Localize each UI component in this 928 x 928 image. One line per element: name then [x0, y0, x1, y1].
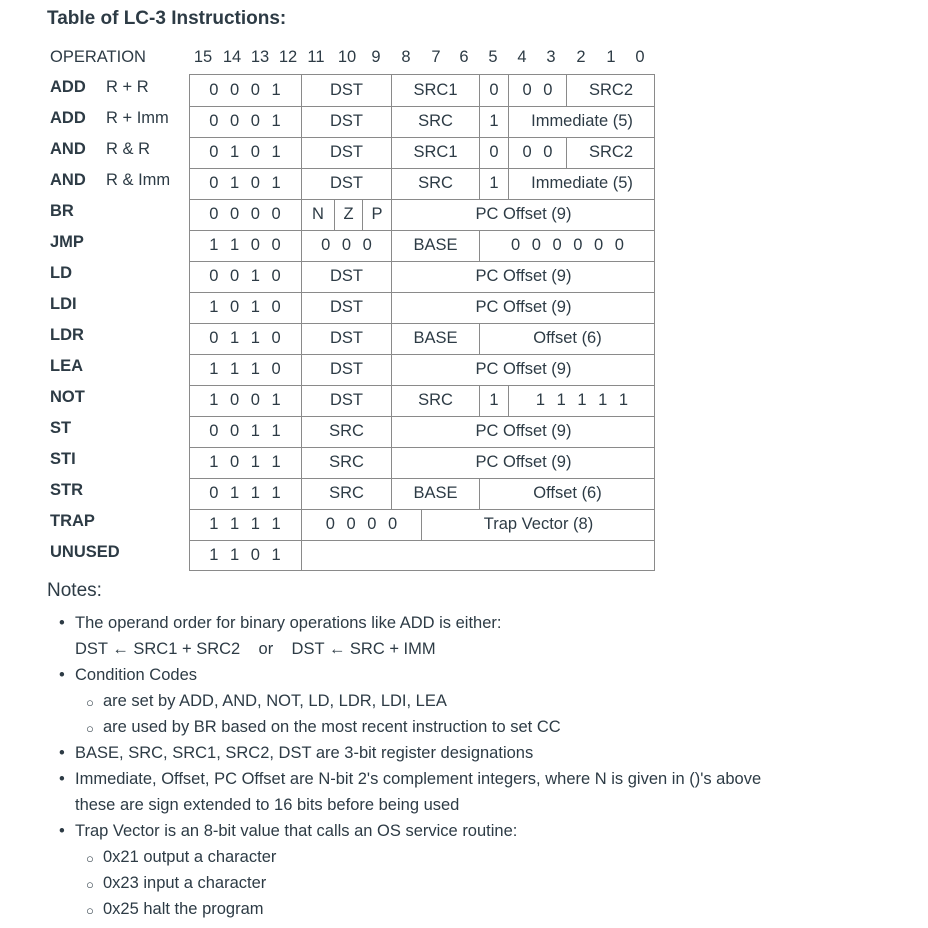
- note-immediate-line1: Immediate, Offset, PC Offset are N-bit 2's complement integers, where N is given in ()'s above: [75, 770, 762, 788]
- bit-number: 10: [337, 48, 357, 66]
- table-row: [190, 354, 654, 386]
- table-row: [190, 106, 654, 138]
- table-cell: DST: [301, 292, 391, 323]
- table-cell: Z: [334, 199, 362, 230]
- table-cell: 0 1 1 1: [209, 484, 281, 502]
- table-cell: 0: [479, 75, 508, 106]
- table-cell: DST: [301, 106, 391, 137]
- table-cell: 0 1 1 0: [209, 329, 281, 347]
- table-row: [190, 137, 654, 169]
- op-name: NOT: [50, 388, 85, 406]
- table-cell: 0 0 1 0: [209, 267, 281, 285]
- bit-number: 13: [250, 48, 270, 66]
- table-cell: 0 0 0 0 0 0: [479, 230, 655, 261]
- table-cell: Offset (6): [479, 323, 655, 354]
- bit-number: 11: [307, 48, 325, 66]
- table-cell: DST: [301, 261, 391, 292]
- table-cell: P: [362, 199, 391, 230]
- bullet-icon: •: [59, 744, 65, 762]
- op-name: STI: [50, 450, 76, 468]
- table-cell: SRC: [391, 168, 479, 199]
- table-cell: 0: [479, 137, 508, 168]
- note-cc-set: are set by ADD, AND, NOT, LD, LDR, LDI, LEA: [103, 692, 447, 710]
- op-name: AND: [50, 140, 86, 158]
- note-immediate-line2: these are sign extended to 16 bits before being used: [75, 796, 460, 814]
- table-row: [190, 323, 654, 355]
- table-row: [190, 292, 654, 324]
- table-cell: DST: [301, 385, 391, 416]
- table-cell: BASE: [391, 323, 479, 354]
- table-cell: DST: [301, 168, 391, 199]
- note-trap-item: 0x23 input a character: [103, 874, 267, 892]
- table-cell: 0 0 0 1: [209, 112, 281, 130]
- bullet-icon: •: [59, 666, 65, 684]
- op-name: LEA: [50, 357, 83, 375]
- table-cell: SRC: [391, 385, 479, 416]
- table-cell: PC Offset (9): [391, 447, 655, 478]
- bullet-icon: •: [59, 822, 65, 840]
- table-cell: [301, 540, 655, 571]
- table-cell: 1 0 1 1: [209, 453, 281, 471]
- note-operand-forms: DST ← SRC1 + SRC2 or DST ← SRC + IMM: [75, 640, 436, 658]
- table-cell: 0 0 0: [301, 230, 391, 261]
- circle-bullet-icon: ○: [86, 721, 94, 736]
- table-cell: PC Offset (9): [391, 416, 655, 447]
- table-cell: SRC: [301, 416, 391, 447]
- table-cell: 1: [479, 168, 508, 199]
- circle-bullet-icon: ○: [86, 851, 94, 866]
- table-cell: SRC: [301, 478, 391, 509]
- note-condition-codes: Condition Codes: [75, 666, 197, 684]
- table-cell: PC Offset (9): [391, 354, 655, 385]
- op-name: UNUSED: [50, 543, 120, 561]
- table-row: [190, 509, 654, 541]
- table-cell: Offset (6): [479, 478, 655, 509]
- table-cell: 1: [479, 385, 508, 416]
- table-cell: 1 1 1 1: [209, 515, 281, 533]
- table-cell: 1: [479, 106, 508, 137]
- operation-header: OPERATION: [50, 48, 146, 66]
- table-row: [190, 261, 654, 293]
- op-name: LDI: [50, 295, 77, 313]
- op-name: STR: [50, 481, 83, 499]
- instruction-table: [189, 74, 655, 571]
- table-cell: 1 1 0 0: [209, 236, 281, 254]
- op-name: ST: [50, 419, 72, 437]
- table-row: [190, 75, 654, 107]
- table-cell: BASE: [391, 230, 479, 261]
- bullet-icon: •: [59, 614, 65, 632]
- table-cell: 0 0 1 1: [209, 422, 281, 440]
- table-cell: 0 1 0 1: [209, 174, 281, 192]
- table-cell: SRC1: [391, 137, 479, 168]
- table-cell: SRC2: [566, 137, 655, 168]
- table-row: [190, 199, 654, 231]
- table-cell: 0 0 0 0: [301, 509, 421, 540]
- circle-bullet-icon: ○: [86, 877, 94, 892]
- op-name: ADD: [50, 109, 86, 127]
- table-cell: SRC2: [566, 75, 655, 106]
- table-cell: DST: [301, 75, 391, 106]
- table-cell: Trap Vector (8): [421, 509, 655, 540]
- table-row: [190, 168, 654, 200]
- table-cell: 0 0 0 1: [209, 81, 281, 99]
- table-row: [190, 447, 654, 479]
- circle-bullet-icon: ○: [86, 695, 94, 710]
- op-name: AND: [50, 171, 86, 189]
- op-args: R & Imm: [106, 171, 171, 189]
- table-cell: DST: [301, 354, 391, 385]
- bit-number: 15: [193, 48, 213, 66]
- bit-number: 2: [576, 48, 586, 66]
- table-row: [190, 230, 654, 262]
- bullet-icon: •: [59, 770, 65, 788]
- bit-number: 4: [517, 48, 527, 66]
- note-registers: BASE, SRC, SRC1, SRC2, DST are 3-bit register designations: [75, 744, 534, 762]
- note-trap-vector: Trap Vector is an 8-bit value that calls an OS service routine:: [75, 822, 518, 840]
- table-cell: SRC1: [391, 75, 479, 106]
- op-name: JMP: [50, 233, 84, 251]
- table-row: [190, 540, 654, 571]
- table-cell: SRC: [301, 447, 391, 478]
- table-cell: BASE: [391, 478, 479, 509]
- table-cell: PC Offset (9): [391, 292, 655, 323]
- table-cell: 1 0 0 1: [209, 391, 281, 409]
- table-cell: 0 0 0 0: [209, 205, 281, 223]
- op-args: R + Imm: [106, 109, 169, 127]
- op-name: BR: [50, 202, 74, 220]
- table-cell: 1 1 1 1 1: [508, 385, 655, 416]
- page-title: Table of LC-3 Instructions:: [47, 8, 287, 29]
- bit-number: 3: [546, 48, 556, 66]
- note-cc-used: are used by BR based on the most recent instruction to set CC: [103, 718, 561, 736]
- op-name: LD: [50, 264, 72, 282]
- table-cell: 0 0: [508, 75, 566, 106]
- bit-number: 6: [459, 48, 469, 66]
- bit-number: 7: [431, 48, 441, 66]
- table-cell: SRC: [391, 106, 479, 137]
- bit-number: 5: [488, 48, 498, 66]
- op-args: R & R: [106, 140, 151, 158]
- op-name: LDR: [50, 326, 84, 344]
- notes-title: Notes:: [47, 580, 102, 601]
- circle-bullet-icon: ○: [86, 903, 94, 918]
- op-name: TRAP: [50, 512, 95, 530]
- table-cell: N: [301, 199, 334, 230]
- table-row: [190, 385, 654, 417]
- bit-number: 1: [606, 48, 616, 66]
- note-trap-item: 0x21 output a character: [103, 848, 277, 866]
- table-cell: 1 0 1 0: [209, 298, 281, 316]
- bit-number: 14: [222, 48, 242, 66]
- table-cell: PC Offset (9): [391, 261, 655, 292]
- table-row: [190, 416, 654, 448]
- bit-number: 8: [401, 48, 411, 66]
- table-cell: PC Offset (9): [391, 199, 655, 230]
- note-operand-order: The operand order for binary operations like ADD is either:: [75, 614, 502, 632]
- table-cell: DST: [301, 323, 391, 354]
- table-cell: 1 1 1 0: [209, 360, 281, 378]
- table-cell: 0 0: [508, 137, 566, 168]
- table-cell: Immediate (5): [508, 106, 655, 137]
- op-args: R + R: [106, 78, 149, 96]
- table-cell: 1 1 0 1: [209, 546, 281, 564]
- note-trap-item: 0x25 halt the program: [103, 900, 264, 918]
- bit-number: 12: [278, 48, 298, 66]
- table-cell: Immediate (5): [508, 168, 655, 199]
- bit-number: 9: [371, 48, 381, 66]
- table-cell: 0 1 0 1: [209, 143, 281, 161]
- op-name: ADD: [50, 78, 86, 96]
- bit-number: 0: [635, 48, 645, 66]
- table-row: [190, 478, 654, 510]
- table-cell: DST: [301, 137, 391, 168]
